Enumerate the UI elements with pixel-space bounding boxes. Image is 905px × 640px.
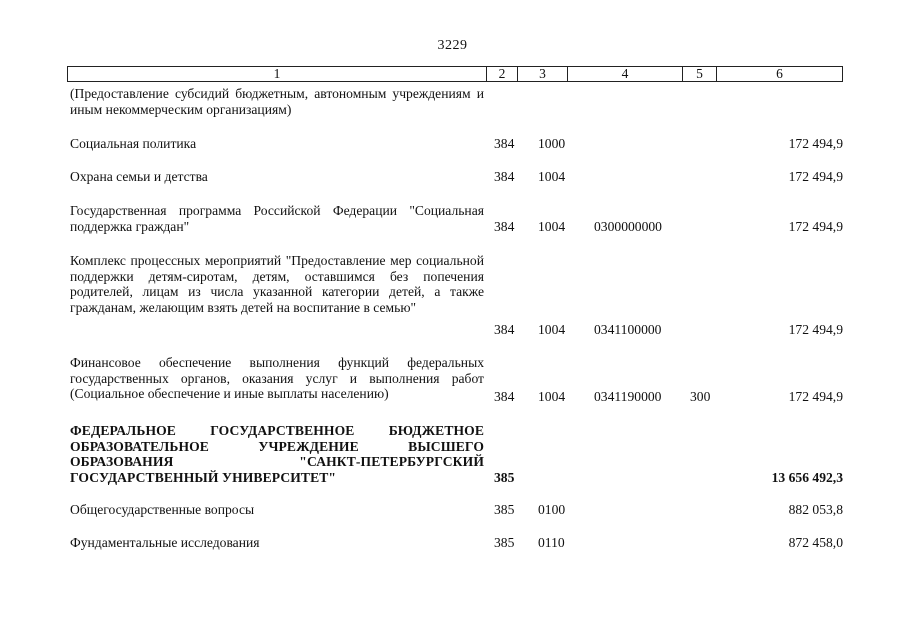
- row-description: ФЕДЕРАЛЬНОЕ ГОСУДАРСТВЕННОЕ БЮДЖЕТНОЕ ОБРАЗОВАТЕЛЬНОЕ УЧРЕЖДЕНИЕ ВЫСШЕГО ОБРАЗОВАНИЯ "САНКТ-ПЕТЕРБУРГСКИЙ ГОСУДАРСТВЕННЫЙ УНИВЕРСИТЕТ": [70, 423, 484, 485]
- row-code-3: 1004: [538, 219, 566, 234]
- row-amount: 13 656 492,3: [771, 470, 843, 485]
- row-description: Общегосударственные вопросы: [70, 502, 255, 517]
- row-description: Фундаментальные исследования: [70, 535, 260, 550]
- row-code-2: 385: [494, 535, 515, 550]
- column-header-6: 6: [776, 66, 783, 81]
- row-amount: 172 494,9: [788, 389, 843, 404]
- row-description: Комплекс процессных мероприятий "Предоставление мер социальной поддержки детям-сиротам, детям, оставшимся без попечения родителей, лицам из числа указанной категории детей, а также гражданам, желающим взять детей на воспитание в семью": [70, 253, 484, 315]
- row-description: Финансовое обеспечение выполнения функций федеральных государственных органов, оказания услуг и выполнения работ (Социальное обеспечение и иные выплаты населению): [70, 355, 484, 402]
- row-code-2: 384: [494, 219, 515, 234]
- row-amount: 882 053,8: [788, 502, 843, 517]
- column-header-3: 3: [539, 66, 546, 81]
- row-code-2: 385: [494, 502, 515, 517]
- row-code-2: 384: [494, 389, 515, 404]
- row-code-4: 0300000000: [594, 219, 662, 234]
- column-header-1: 1: [273, 66, 281, 81]
- table-column-header: [67, 66, 843, 82]
- page-number: 3229: [437, 38, 468, 53]
- row-code-3: 1004: [538, 169, 566, 184]
- row-code-3: 1004: [538, 322, 566, 337]
- row-description: Охрана семьи и детства: [70, 169, 208, 184]
- row-amount: 872 458,0: [788, 535, 843, 550]
- row-amount: 172 494,9: [788, 322, 843, 337]
- row-code-3: 0110: [538, 535, 565, 550]
- row-code-2: 384: [494, 322, 515, 337]
- row-code-2: 384: [494, 169, 515, 184]
- column-header-2: 2: [498, 66, 506, 81]
- row-description: (Предоставление субсидий бюджетным, автономным учреждениям и иным некоммерческим организациям): [70, 86, 484, 117]
- row-amount: 172 494,9: [788, 136, 843, 151]
- row-code-2: 385: [494, 470, 515, 485]
- row-code-4: 0341190000: [594, 389, 662, 404]
- row-code-4: 0341100000: [594, 322, 662, 337]
- row-amount: 172 494,9: [788, 169, 843, 184]
- row-description: Государственная программа Российской Федерации "Социальная поддержка граждан": [70, 203, 484, 234]
- row-description: Социальная политика: [70, 136, 197, 151]
- row-amount: 172 494,9: [788, 219, 843, 234]
- column-header-4: 4: [621, 66, 629, 81]
- column-header-5: 5: [696, 66, 703, 81]
- row-code-2: 384: [494, 136, 515, 151]
- row-code-5: 300: [690, 389, 711, 404]
- row-code-3: 1000: [538, 136, 566, 151]
- row-code-3: 1004: [538, 389, 566, 404]
- row-code-3: 0100: [538, 502, 566, 517]
